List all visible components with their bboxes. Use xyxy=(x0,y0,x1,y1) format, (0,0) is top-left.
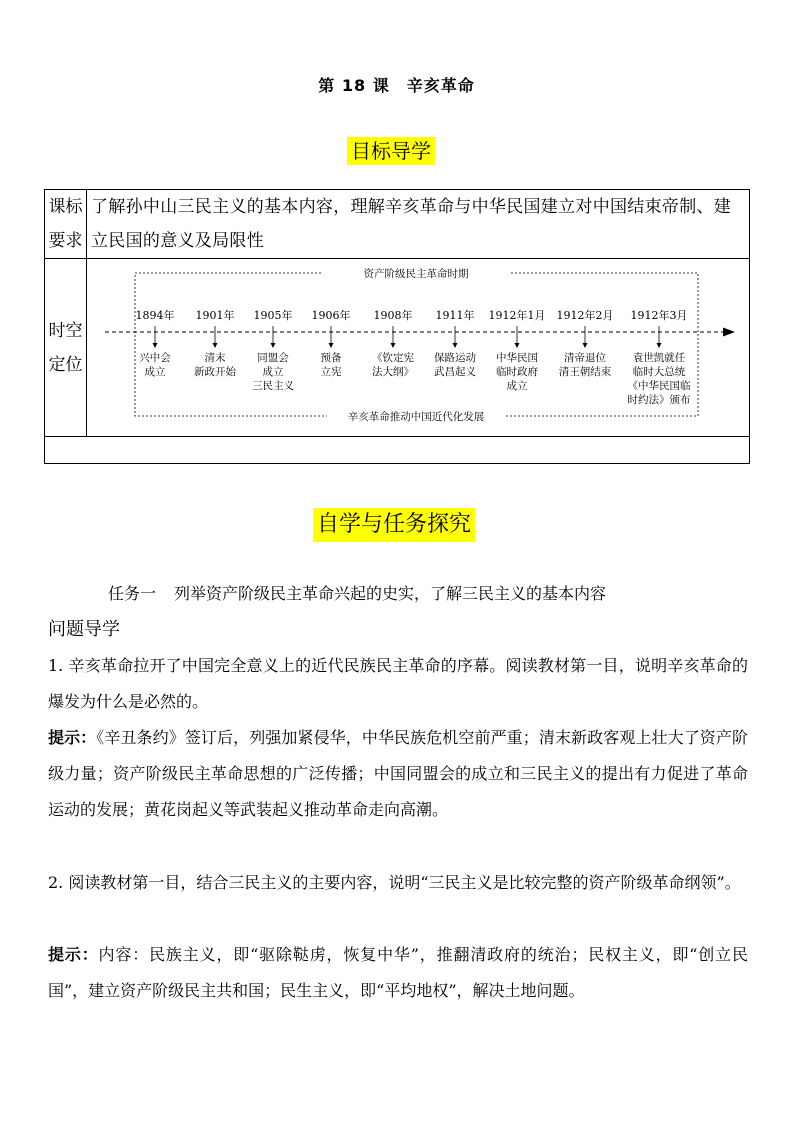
timeline-event xyxy=(489,308,546,392)
event-label-line: 保路运动 xyxy=(434,352,476,364)
event-label-line: 《中华民国临 xyxy=(627,380,691,392)
event-pointer-arrowhead xyxy=(583,343,588,348)
timeline-arrowhead xyxy=(723,328,735,337)
bottom-caption: 辛亥革命推动中国近代化发展 xyxy=(347,411,485,423)
task-1-title xyxy=(0,581,793,604)
position-label-line-1: 时空 xyxy=(48,320,83,341)
timeline-event xyxy=(628,308,691,406)
event-year: 1912年2月 xyxy=(556,309,614,322)
answer-2-label: 提示： xyxy=(48,945,99,964)
goal-table xyxy=(44,189,750,464)
event-pointer-arrowhead xyxy=(271,343,276,348)
timeline-event xyxy=(252,308,294,392)
question-1: 1. 辛亥革命拉开了中国完全意义上的近代民族民主革命的序幕。阅读教材第一目，说明辛亥革命的爆发为什么是必然的。 xyxy=(48,656,748,711)
question-2: 2. 阅读教材第一目，结合三民主义的主要内容，说明“三民主义是比较完整的资产阶级革命纲领”。 xyxy=(48,873,741,892)
timeline-cell xyxy=(87,259,750,437)
event-year: 1912年1月 xyxy=(488,309,546,322)
event-label-line: 时约法》颁布 xyxy=(627,394,691,406)
timeline-diagram xyxy=(87,259,749,436)
event-label-line: 清帝退位 xyxy=(564,352,606,364)
event-pointer-arrowhead xyxy=(391,343,396,348)
event-year: 1901年 xyxy=(195,309,235,322)
event-label-line: 清王朝结束 xyxy=(558,366,612,378)
event-label-line: 袁世凯就任 xyxy=(632,352,686,364)
empty-row xyxy=(45,437,750,464)
event-label-line: 临时政府 xyxy=(496,366,538,378)
event-pointer-arrowhead xyxy=(515,343,520,348)
requirement-row xyxy=(45,190,750,259)
answer-1 xyxy=(48,720,748,828)
empty-cell xyxy=(45,437,750,464)
event-year: 1905年 xyxy=(253,309,293,322)
event-pointer-arrowhead xyxy=(453,343,458,348)
event-label-line: 中华民国 xyxy=(496,352,538,364)
event-label-line: 成立 xyxy=(144,366,166,378)
event-label-line: 临时大总统 xyxy=(632,366,686,378)
top-caption: 资产阶级民主革命时期 xyxy=(363,268,469,280)
event-pointer-arrowhead xyxy=(657,343,662,348)
timeline-event xyxy=(434,308,476,378)
answer-2-text: 内容：民族主义，即“驱除鞑虏，恢复中华”，推翻清政府的统治；民权主义，即“创立民国”，建立资产阶级民主共和国；民生主义，即“平均地权”，解决土地问题。 xyxy=(48,945,748,1000)
timeline-events xyxy=(136,308,691,406)
event-year: 1894年 xyxy=(135,309,175,322)
study-heading: 自学与任务探究 xyxy=(313,508,475,542)
event-pointer-arrowhead xyxy=(329,343,334,348)
lesson-title: 第 18 课 辛亥革命 xyxy=(318,76,475,95)
event-label-line: 同盟会 xyxy=(257,352,289,364)
timeline-event xyxy=(557,308,614,378)
answer-1-text: 《辛丑条约》签订后，列强加紧侵华，中华民族危机空前严重；清末新政客观上壮大了资产阶级力量；资产阶级民主革命思想的广泛传播；中国同盟会的成立和三民主义的提出有力促进了革命运动的发展；黄花岗起义等武装起义推动革命走向高潮。 xyxy=(48,728,748,819)
event-label-line: 新政开始 xyxy=(194,366,236,378)
event-label-line: 成立 xyxy=(506,380,528,392)
timeline-event xyxy=(194,308,236,378)
event-label-line: 武昌起义 xyxy=(434,366,476,378)
task-1-number: 任务一 xyxy=(108,584,157,603)
event-pointer-arrowhead xyxy=(153,343,158,348)
requirement-text: 了解孙中山三民主义的基本内容，理解辛亥革命与中华民国建立对中国结束帝制、建立民国的意义及局限性 xyxy=(87,190,750,259)
requirement-label xyxy=(45,190,87,259)
requirement-label-line-2: 要求 xyxy=(48,231,83,251)
event-label-line: 三民主义 xyxy=(252,380,294,392)
requirement-label-line-1: 课标 xyxy=(48,197,83,217)
event-pointer-arrowhead xyxy=(213,343,218,348)
event-year: 1911年 xyxy=(435,309,475,322)
event-year: 1912年3月 xyxy=(630,309,688,322)
event-label-line: 预备 xyxy=(320,352,342,364)
goal-heading: 目标导学 xyxy=(347,137,435,165)
timeline-row xyxy=(45,259,750,437)
event-label-line: 清末 xyxy=(204,352,226,364)
event-year: 1908年 xyxy=(373,309,413,322)
event-label-line: 兴中会 xyxy=(139,352,171,364)
task-1-text: 列举资产阶级民主革命兴起的史实，了解三民主义的基本内容 xyxy=(174,584,607,603)
event-year: 1906年 xyxy=(311,309,351,322)
answer-2 xyxy=(48,937,748,1009)
event-label-line: 立宪 xyxy=(320,366,342,378)
position-label-line-2: 定位 xyxy=(48,354,83,375)
event-label-line: 法大纲》 xyxy=(372,366,414,378)
event-label-line: 《钦定宪 xyxy=(372,352,414,364)
timeline-event xyxy=(312,308,351,378)
timeline-event xyxy=(136,308,175,378)
guide-label: 问题导学 xyxy=(48,619,120,640)
event-label-line: 成立 xyxy=(262,366,284,378)
position-label xyxy=(45,259,87,437)
period-dashed-frame xyxy=(135,273,698,416)
timeline-event xyxy=(372,308,414,378)
answer-1-label: 提示： xyxy=(48,728,97,747)
